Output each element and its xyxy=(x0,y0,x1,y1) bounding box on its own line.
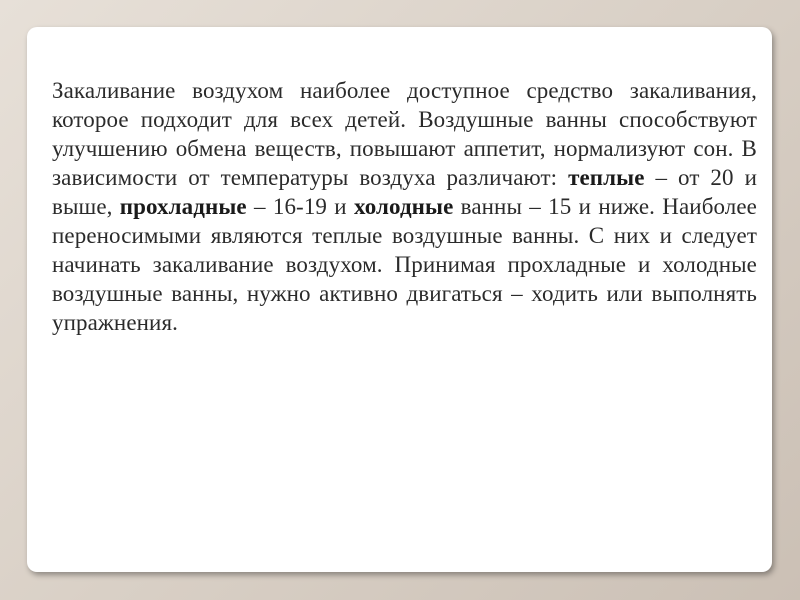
paragraph-text-part-3: – 16-19 и xyxy=(246,194,354,219)
slide-card xyxy=(27,27,772,572)
term-cool: прохладные xyxy=(119,194,247,219)
term-cold: холодные xyxy=(353,194,454,219)
term-warm: теплые xyxy=(568,165,645,190)
paragraph-text-part-1: Закаливание воздухом наиболее доступное средство закаливания, которое подходит для всех детей. Воздушные ванны способствуют улучшению обмена веществ, повышают аппетит, нормализуют сон. В зависимости от температуры воздуха различают: xyxy=(52,78,757,190)
paragraph-text-part-2: – от 20 и выше, xyxy=(52,165,757,219)
body-paragraph xyxy=(52,76,757,337)
paragraph-text-part-4: ванны – 15 и ниже. Наиболее переносимыми являются теплые воздушные ванны. С них и следует начинать закаливание воздухом. Принимая прохладные и холодные воздушные ванны, нужно активно двигаться – ходить или выполнять упражнения. xyxy=(52,194,757,335)
